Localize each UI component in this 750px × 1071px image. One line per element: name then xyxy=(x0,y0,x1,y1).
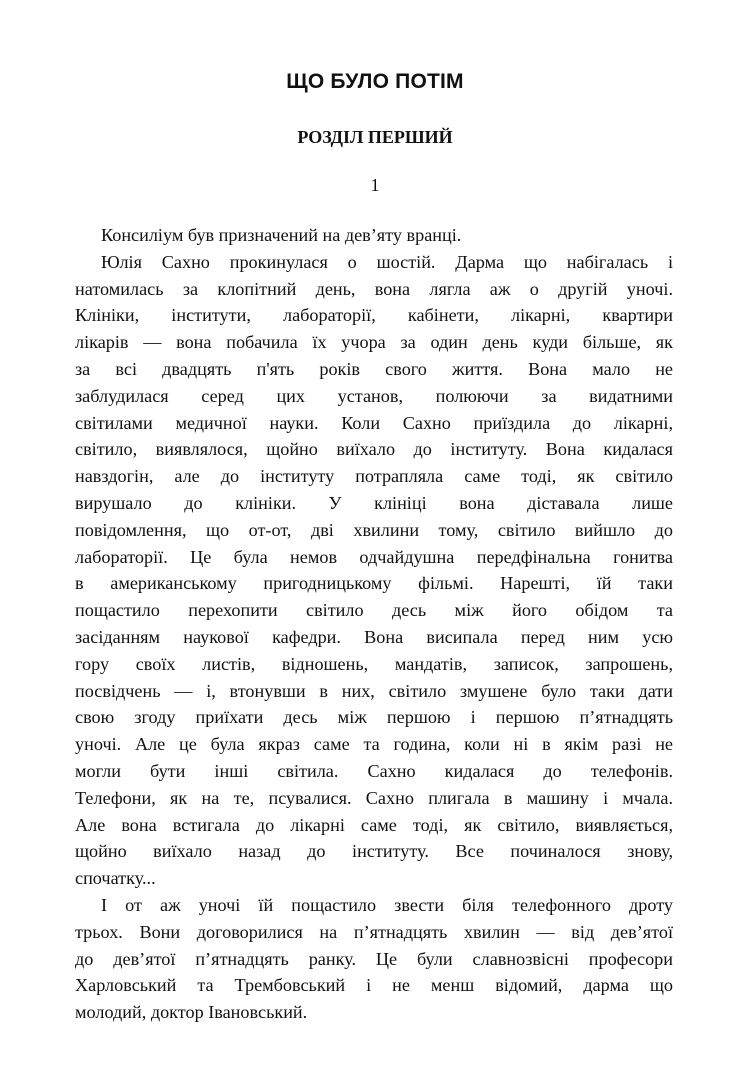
text-line: Юлія Сахно прокинулася о шостій. Дарма що набігалась і xyxy=(101,251,673,272)
text-line: уночі. Але це була якраз саме та година, коли ні в якім разі не xyxy=(75,734,673,755)
text-line: засіданням наукової кафедри. Вона висипала перед ним усю xyxy=(75,626,673,647)
text-line: трьох. Вони договорилися на п’ятнадцять хвилин — від дев’ятої xyxy=(75,921,673,942)
text-line: навздогін, але до інституту потрапляла саме тоді, як світило xyxy=(75,466,673,487)
section-number: 1 xyxy=(370,175,380,195)
paragraph xyxy=(75,892,673,1026)
text-line: щойно виїхало назад до інституту. Все починалося знову, xyxy=(75,841,673,862)
text-line: Але вона встигала до лікарні саме тоді, як світило, виявляється, xyxy=(75,814,673,835)
text-line: гору своїх листів, відношень, мандатів, записок, запрошень, xyxy=(75,653,673,674)
text-line: свою згоду приїхати десь між першою і першою п’ятнадцять xyxy=(75,707,673,728)
text-line: вирушало до клініки. У клініці вона діставала лише xyxy=(75,492,673,513)
text-line: Клініки, інститути, лабораторії, кабінети, лікарні, квартири xyxy=(75,305,673,326)
text-line: молодий, доктор Івановський. xyxy=(75,1002,308,1023)
text-line: за всі двадцять п'ять років свого життя. Вона мало не xyxy=(75,358,673,379)
text-line: повідомлення, що от-от, дві хвилини тому, світило вийшло до xyxy=(75,519,673,540)
text-line: світило, виявлялося, щойно виїхало до інституту. Вона кидалася xyxy=(75,439,673,460)
chapter-title: РОЗДІЛ ПЕРШИЙ xyxy=(297,127,453,147)
text-line: натомилась за клопітний день, вона лягла аж о другій уночі. xyxy=(75,278,673,299)
text-line: в американському пригодницькому фільмі. Нарешті, їй таки xyxy=(75,573,673,594)
text-line: спочатку... xyxy=(75,868,156,889)
text-line: І от аж уночі їй пощастило звести біля телефонного дроту xyxy=(101,894,673,915)
text-line: до дев’ятої п’ятнадцять ранку. Це були славнозвісні професори xyxy=(75,948,673,969)
text-line: заблудилася серед цих установ, полюючи за видатними xyxy=(75,385,673,406)
text-line: посвідчень — і, втонувши в них, світило змушене було таки дати xyxy=(75,680,673,701)
paragraph xyxy=(75,249,673,892)
paragraph xyxy=(75,222,673,249)
text-line: Консиліум був призначений на дев’яту вранці. xyxy=(101,225,462,245)
text-line: могли бути інші світила. Сахно кидалася до телефонів. xyxy=(75,760,673,781)
text-line: світилами медичної науки. Коли Сахно приїздила до лікарні, xyxy=(75,412,673,433)
book-title: ЩО БУЛО ПОТІМ xyxy=(286,70,464,93)
text-line: Телефони, як на те, псувалися. Сахно плигала в машину і мчала. xyxy=(75,787,673,808)
text-line: лікарів — вона побачила їх учора за один день куди більше, як xyxy=(75,332,673,353)
text-line: Харловський та Трембовський і не менш відомий, дарма що xyxy=(75,975,673,996)
text-line: пощастило перехопити світило десь між його обідом та xyxy=(75,600,673,621)
text-line: лабораторії. Це була немов одчайдушна передфінальна гонитва xyxy=(75,546,673,567)
body-text xyxy=(75,222,673,1026)
